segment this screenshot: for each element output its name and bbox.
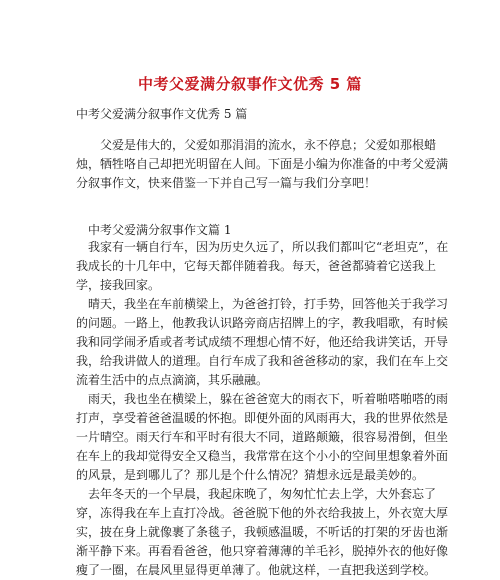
essay-paragraph-3: 雨天，我也坐在横梁上，躲在爸爸宽大的雨衣下，听着啪嗒啪嗒的雨打声，享受着爸爸温暖的怀抱。即便外面的风雨再大，我的世界依然是一片晴空。雨天行车和平时有很大不同，道路颠簸，很容易滑倒，但坐在车上的我却觉得安全又稳当，我常常在这个小小的空间里想象着外面的风景，是到哪儿了？那儿是个什么情况？猜想永远是最美妙的。 — [76, 392, 449, 482]
document-title: 中考父爱满分叙事作文优秀 5 篇 — [138, 75, 362, 93]
intro-paragraph: 父爱是伟大的，父爱如那涓涓的流水，永不停息；父爱如那根蜡烛，牺牲咯自己却把光明留在人间。下面是小编为你准备的中考父爱满分叙事作文，快来借鉴一下并自己写一篇与我们分享吧！ — [76, 138, 449, 190]
essay-paragraph-4: 去年冬天的一个早晨，我起床晚了，匆匆忙忙去上学，大外套忘了穿，冻得我在车上直打冷战。爸爸脱下他的外衣给我披上，外衣宽大厚实，披在身上就像裹了条毯子，我顿感温暖，不听话的打架的牙齿也渐渐平静下来。再看看爸爸，他只穿着薄薄的羊毛衫，脱掉外衣的他好像瘦了一圈，在晨风里显得更单薄了。他就这样，一直把我送到学校。 — [76, 487, 449, 577]
essay-paragraph-2: 晴天，我坐在车前横梁上，为爸爸打铃，打手势，回答他关于我学习的问题。一路上，他教我认识路旁商店招牌上的字，教我唱歌，有时候我和同学闹矛盾或者考试成绩不理想心情不好，他还给我讲笑话，开导我，给我讲做人的道理。自行车成了我和爸爸移动的家，我们在车上交流着生活中的点点滴滴，其乐融融。 — [76, 297, 449, 387]
essay-paragraph-1: 我家有一辆自行车，因为历史久远了，所以我们都叫它“老坦克”，在我成长的十几年中，它每天都伴随着我。每天，爸爸都骑着它送我上学，接我回家。 — [76, 240, 449, 292]
essay-body — [76, 238, 458, 580]
document-subtitle: 中考父爱满分叙事作文优秀 5 篇 — [76, 107, 248, 121]
section-heading: 中考父爱满分叙事作文篇 1 — [88, 223, 232, 237]
intro-block — [76, 136, 458, 193]
